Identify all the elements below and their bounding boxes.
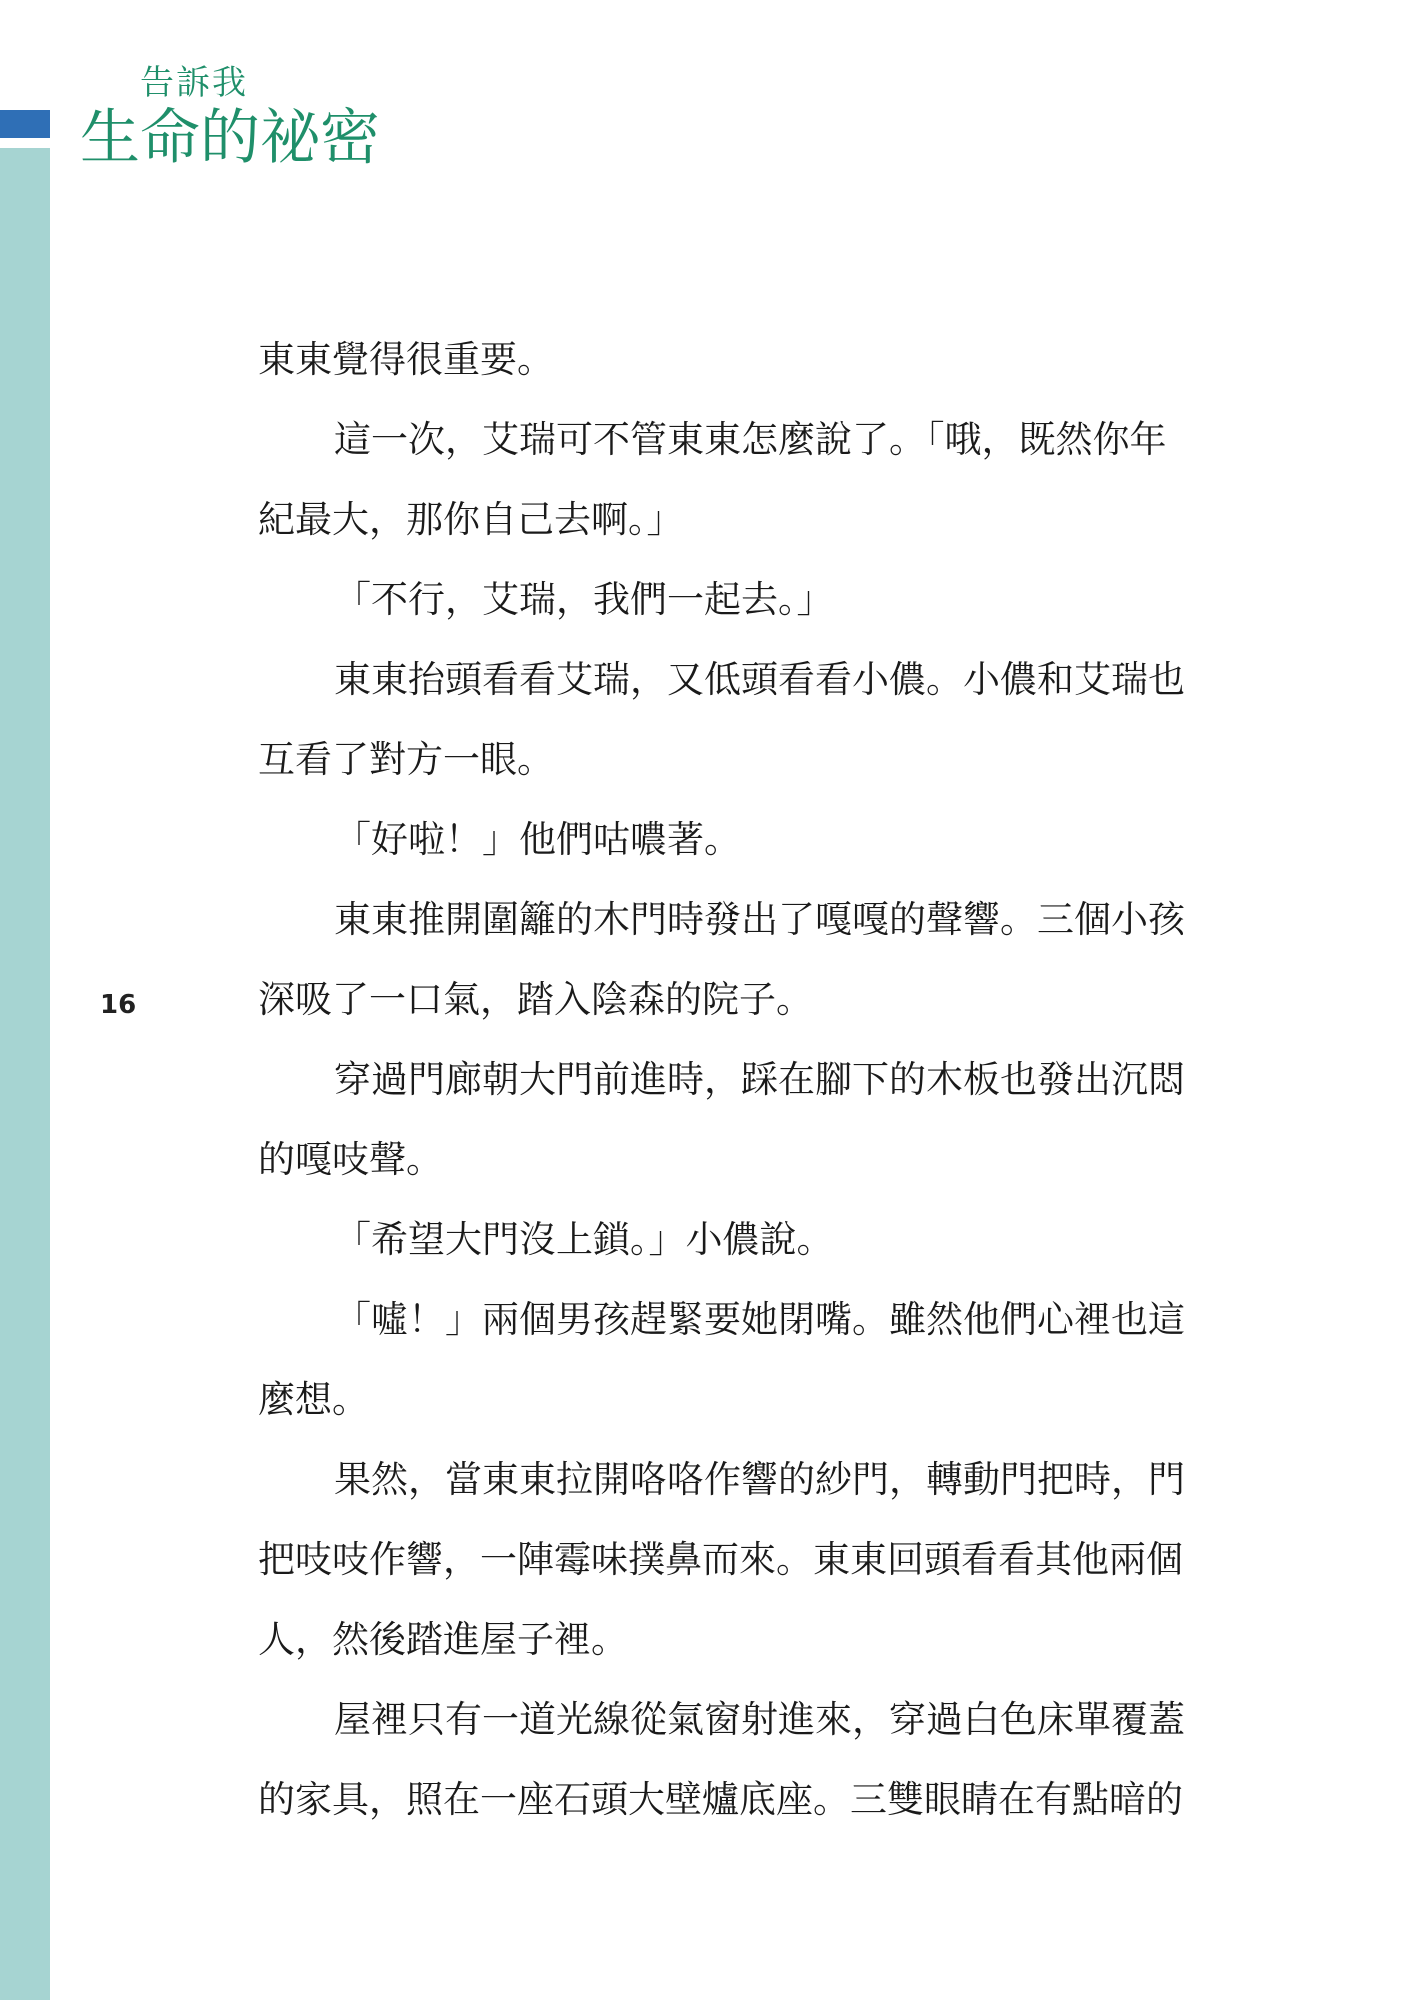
text-line: 果然，當東東拉開咯咯作響的紗門，轉動門把時，門 [334,1458,1185,1501]
text-line: 把吱吱作響，一陣霉味撲鼻而來。東東回頭看看其他兩個 [258,1538,1183,1581]
text-line: 穿過門廊朝大門前進時，踩在腳下的木板也發出沉悶 [334,1058,1185,1101]
book-title-main: 生命的祕密 [80,103,380,173]
book-title-small: 告訴我 [140,63,248,103]
text-line: 互看了對方一眼。 [258,738,554,781]
text-line: 東東推開圍籬的木門時發出了嘎嘎的聲響。三個小孩 [334,898,1185,941]
text-line: 「噓！」兩個男孩趕緊要她閉嘴。雖然他們心裡也這 [334,1298,1185,1341]
text-line: 紀最大，那你自己去啊。」 [258,498,684,541]
text-line: 深吸了一口氣，踏入陰森的院子。 [258,978,813,1021]
text-line: 東東覺得很重要。 [258,338,554,381]
text-line: 「好啦！」他們咕噥著。 [334,818,741,861]
text-line: 的嘎吱聲。 [258,1138,443,1181]
text-line: 東東抬頭看看艾瑞，又低頭看看小儂。小儂和艾瑞也 [334,658,1185,701]
text-line: 「希望大門沒上鎖。」小儂說。 [334,1218,834,1261]
text-line: 麼想。 [258,1378,369,1421]
body-text [258,320,1208,1840]
text-line: 屋裡只有一道光線從氣窗射進來，穿過白色床單覆蓋 [334,1698,1185,1741]
text-line: 這一次，艾瑞可不管東東怎麼說了。「哦，既然你年 [334,418,1167,461]
side-accent-bar [0,110,50,138]
page-number: 16 [100,990,137,1020]
side-color-bar [0,148,50,2000]
text-line: 的家具，照在一座石頭大壁爐底座。三雙眼睛在有點暗的 [258,1778,1183,1821]
text-line: 人，然後踏進屋子裡。 [258,1618,628,1661]
text-line: 「不行，艾瑞，我們一起去。」 [334,578,834,621]
